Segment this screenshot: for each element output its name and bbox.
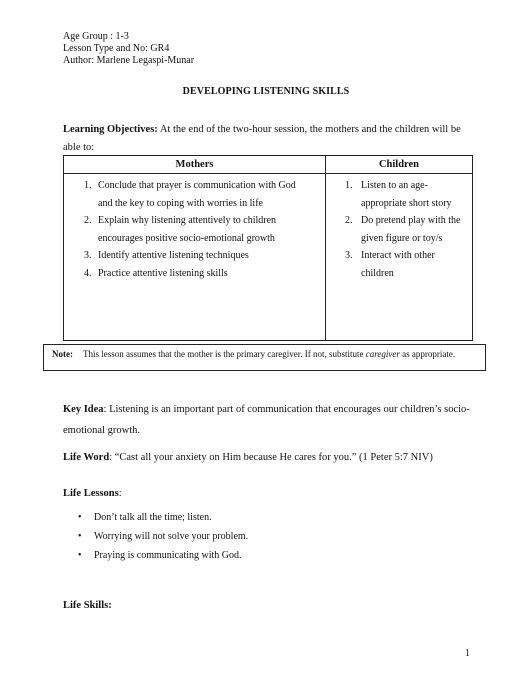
life-lessons-list	[63, 508, 248, 565]
learning-objectives	[63, 121, 473, 157]
key-idea-text: : Listening is an important part of communication that encourages our children’s socio-emotional growth.	[63, 404, 470, 436]
objective-line	[326, 247, 472, 265]
lesson-title: DEVELOPING LISTENING SKILLS	[182, 86, 350, 97]
objective-text: Explain why listening attentively to children	[98, 215, 277, 227]
life-lesson-item	[63, 546, 248, 565]
mothers-header: Mothers	[64, 156, 326, 174]
objective-text: Do pretend play with the	[361, 215, 461, 227]
objective-text: children	[361, 267, 394, 279]
lesson-type: Lesson Type and No: GR4	[63, 43, 170, 54]
objective-line	[326, 230, 472, 248]
objective-line	[326, 265, 472, 283]
life-lessons-label: Life Lessons	[63, 488, 119, 499]
objective-text: encourages positive socio-emotional growth	[98, 232, 275, 244]
children-objectives-list	[326, 177, 472, 283]
objectives-text: At the end of the two-hour session, the mothers and the children will be able to:	[63, 124, 461, 153]
objective-text: and the key to coping with worries in life	[98, 197, 263, 209]
life-word	[63, 452, 433, 463]
bullet-icon: •	[78, 512, 82, 523]
objective-line	[326, 177, 472, 195]
objective-text: appropriate short story	[361, 197, 452, 209]
bullet-icon: •	[78, 550, 82, 561]
life-lesson-item	[63, 508, 248, 527]
mothers-cell	[64, 174, 326, 341]
life-word-label: Life Word	[63, 452, 110, 463]
life-lessons-heading	[63, 488, 122, 499]
note-text-after: as appropriate.	[399, 349, 456, 359]
life-lesson-item	[63, 527, 248, 546]
author: Author: Marlene Legaspi-Munar	[63, 55, 195, 66]
children-cell	[326, 174, 473, 341]
children-header: Children	[326, 156, 473, 174]
objective-line	[326, 212, 472, 230]
objective-number: 1.	[84, 180, 92, 191]
objective-line	[64, 265, 325, 283]
key-idea-label: Key Idea	[63, 404, 104, 415]
life-lesson-text: Praying is communicating with God.	[94, 550, 242, 561]
objective-text: Identify attentive listening techniques	[98, 250, 249, 262]
page-number: 1	[465, 648, 470, 659]
objective-text: Conclude that prayer is communication with God	[98, 180, 296, 191]
note-label: Note:	[52, 349, 73, 359]
objective-text: Practice attentive listening skills	[98, 267, 228, 279]
objective-line	[64, 212, 325, 230]
objective-text: Interact with other	[361, 250, 435, 262]
objective-number: 3.	[84, 250, 92, 262]
note-text-before: This lesson assumes that the mother is the primary caregiver. If not, substitute	[83, 349, 366, 359]
objective-text: given figure or toy/s	[361, 232, 443, 244]
objective-number: 2.	[84, 215, 92, 227]
objective-number: 1.	[345, 180, 353, 191]
note-italic: caregiver	[365, 349, 400, 359]
life-lessons-colon: :	[118, 488, 122, 499]
objectives-label: Learning Objectives:	[63, 124, 158, 135]
objective-line	[326, 195, 472, 213]
objective-number: 3.	[345, 250, 353, 262]
objective-line	[64, 247, 325, 265]
life-lesson-text: Don’t talk all the time; listen.	[94, 512, 212, 523]
objectives-table	[63, 155, 473, 341]
objective-number: 4.	[84, 267, 92, 279]
life-word-text: : “Cast all your anxiety on Him because He cares for you.” (1 Peter 5:7 NIV)	[109, 452, 433, 463]
objective-number: 2.	[345, 215, 353, 227]
lesson-header	[63, 31, 194, 67]
age-group: Age Group : 1-3	[63, 31, 129, 42]
bullet-icon: •	[78, 531, 82, 542]
mothers-objectives-list	[64, 177, 325, 283]
objective-line	[64, 230, 325, 248]
key-idea	[63, 399, 478, 441]
objective-line	[64, 177, 325, 195]
note-box	[43, 344, 486, 371]
life-skills-heading: Life Skills:	[63, 600, 112, 611]
life-lesson-text: Worrying will not solve your problem.	[94, 531, 249, 542]
objective-text: Listen to an age-	[361, 180, 428, 191]
objective-line	[64, 195, 325, 213]
